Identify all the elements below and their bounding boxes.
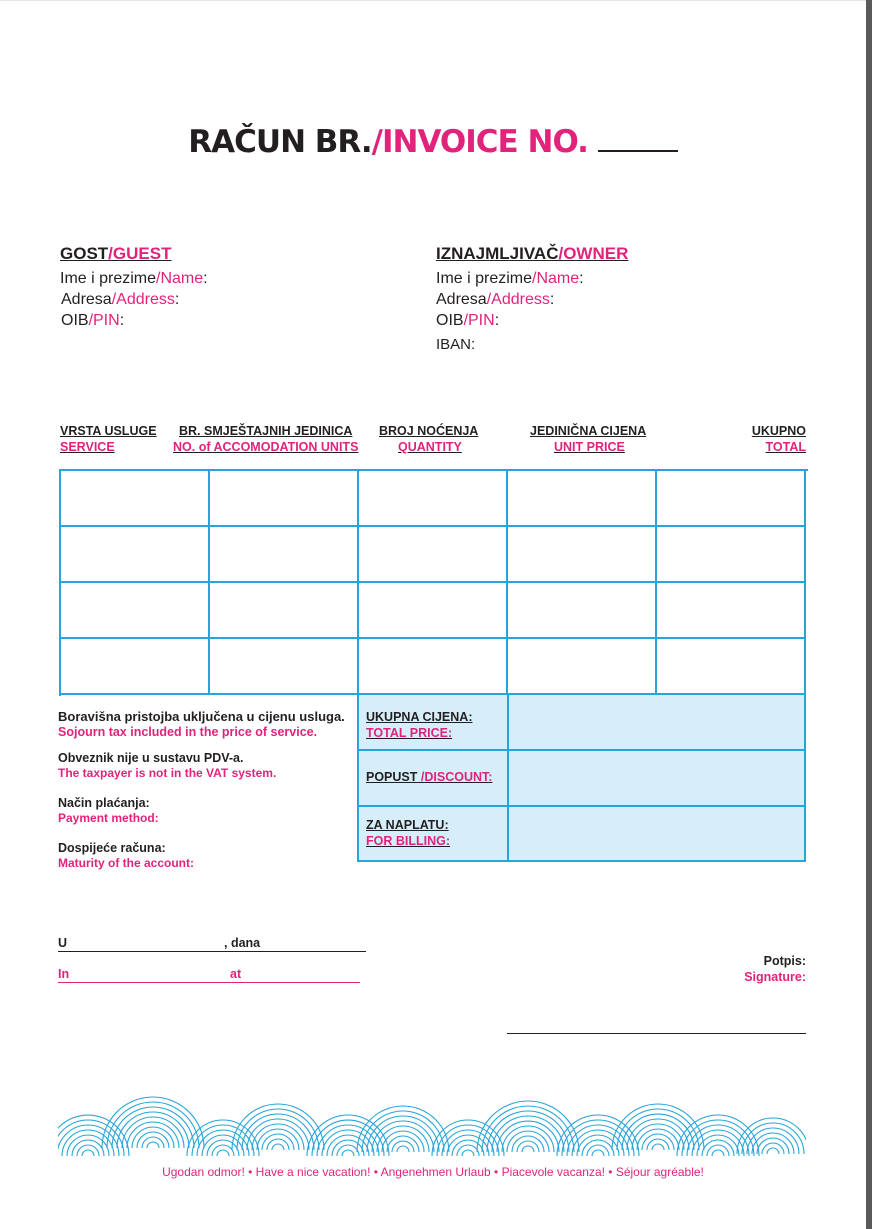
note-vat: Obveznik nije u sustavu PDV-a. The taxpayer is not in the VAT system.: [58, 751, 277, 780]
wave-arc: [747, 1128, 799, 1154]
table-cell[interactable]: [657, 583, 806, 639]
wave-arc: [692, 1130, 744, 1156]
guest-heading: GOST/GUEST: [60, 244, 172, 263]
column-header-units: BR. SMJEŠTAJNIH JEDINICA NO. of ACCOMODATION UNITS: [173, 424, 359, 454]
title-en: /INVOICE NO.: [371, 124, 588, 160]
table-cell[interactable]: [657, 471, 806, 527]
wave-arc: [462, 1150, 474, 1156]
totals-divider: [507, 695, 509, 860]
wave-arc: [82, 1150, 94, 1156]
notes-block: [58, 709, 353, 870]
wave-arc: [572, 1130, 624, 1156]
column-header-total: UKUPNO TOTAL: [751, 424, 806, 454]
table-cell[interactable]: [657, 527, 806, 583]
title-hr: RAČUN BR.: [188, 124, 372, 160]
table-cell[interactable]: [657, 639, 806, 695]
wave-arc: [62, 1130, 114, 1156]
place-date-en[interactable]: In at: [58, 967, 360, 983]
total-price-value[interactable]: [510, 695, 804, 749]
guest-block: [60, 244, 208, 331]
footer-wishes: Ugodan odmor! • Have a nice vacation! • Angenehmen Urlaub • Piacevole vacanza! • Séjour agréable!: [162, 1165, 704, 1179]
table-cell[interactable]: [508, 639, 657, 695]
owner-name-field[interactable]: Ime i prezime/Name:: [436, 270, 584, 287]
owner-pin-field[interactable]: OIB/PIN:: [436, 312, 500, 329]
table-cell[interactable]: [61, 471, 210, 527]
table-cell[interactable]: [359, 583, 508, 639]
for-billing-value[interactable]: [510, 807, 804, 860]
table-cell[interactable]: [210, 471, 359, 527]
column-header-service: VRSTA USLUGE SERVICE: [60, 424, 157, 454]
table-cell[interactable]: [61, 583, 210, 639]
wave-arc: [522, 1146, 534, 1152]
wave-arc: [272, 1144, 284, 1150]
table-cell[interactable]: [508, 527, 657, 583]
table-cell[interactable]: [508, 583, 657, 639]
table-cell[interactable]: [359, 639, 508, 695]
owner-block: [436, 244, 628, 355]
wave-arc: [377, 1126, 429, 1152]
wave-arc: [502, 1126, 554, 1152]
invoice-title: [0, 124, 866, 160]
total-price-label: UKUPNA CIJENA: TOTAL PRICE:: [366, 710, 473, 740]
wave-arc: [632, 1124, 684, 1150]
table-cell[interactable]: [210, 639, 359, 695]
note-maturity[interactable]: Dospijeće računa: Maturity of the account:: [58, 841, 195, 870]
wave-arc: [217, 1150, 229, 1156]
page-edge-shadow: [866, 0, 872, 1229]
totals-table: [357, 693, 806, 862]
table-cell[interactable]: [210, 583, 359, 639]
table-cell[interactable]: [61, 639, 210, 695]
table-cell[interactable]: [61, 527, 210, 583]
owner-iban-field[interactable]: IBAN:: [436, 336, 476, 353]
wave-arc: [147, 1142, 159, 1148]
wave-arc: [592, 1150, 604, 1156]
note-payment-method[interactable]: Način plaćanja: Payment method:: [58, 796, 159, 825]
guest-name-field[interactable]: Ime i prezime/Name:: [60, 270, 208, 287]
note-tax: Boravišna pristojba uključena u cijenu usluga. Sojourn tax included in the price of service.: [58, 709, 345, 739]
owner-heading: IZNAJMLJIVAČ/OWNER: [436, 244, 629, 263]
guest-address-field[interactable]: Adresa/Address:: [61, 291, 180, 308]
table-cell[interactable]: [508, 471, 657, 527]
signature-line[interactable]: [507, 1033, 806, 1034]
table-cell[interactable]: [359, 471, 508, 527]
wave-arc: [357, 1106, 449, 1152]
table-cell[interactable]: [359, 527, 508, 583]
wave-arc: [197, 1130, 249, 1156]
items-table: [59, 469, 808, 696]
wave-arc: [127, 1122, 179, 1148]
wave-arc: [712, 1150, 724, 1156]
column-header-quantity: BROJ NOĆENJA QUANTITY: [379, 424, 479, 454]
place-date-hr[interactable]: U , dana: [58, 936, 366, 952]
guest-pin-field[interactable]: OIB/PIN:: [61, 312, 125, 329]
wave-decoration: [58, 1060, 806, 1156]
column-header-unit-price: JEDINIČNA CIJENA UNIT PRICE: [530, 424, 647, 454]
invoice-number-field[interactable]: [598, 126, 678, 152]
wave-arc: [652, 1144, 664, 1150]
page-top-edge: [0, 0, 866, 1]
wave-arc: [767, 1148, 779, 1154]
owner-address-field[interactable]: Adresa/Address:: [436, 291, 555, 308]
signature-label: Potpis: Signature:: [744, 954, 806, 984]
wave-arc: [397, 1146, 409, 1152]
wave-arc: [342, 1150, 354, 1156]
for-billing-label: ZA NAPLATU: FOR BILLING:: [366, 818, 451, 848]
discount-value[interactable]: [510, 751, 804, 805]
wave-arc: [252, 1124, 304, 1150]
table-cell[interactable]: [210, 527, 359, 583]
discount-label: POPUST /DISCOUNT:: [366, 770, 493, 784]
wave-arc: [442, 1130, 494, 1156]
